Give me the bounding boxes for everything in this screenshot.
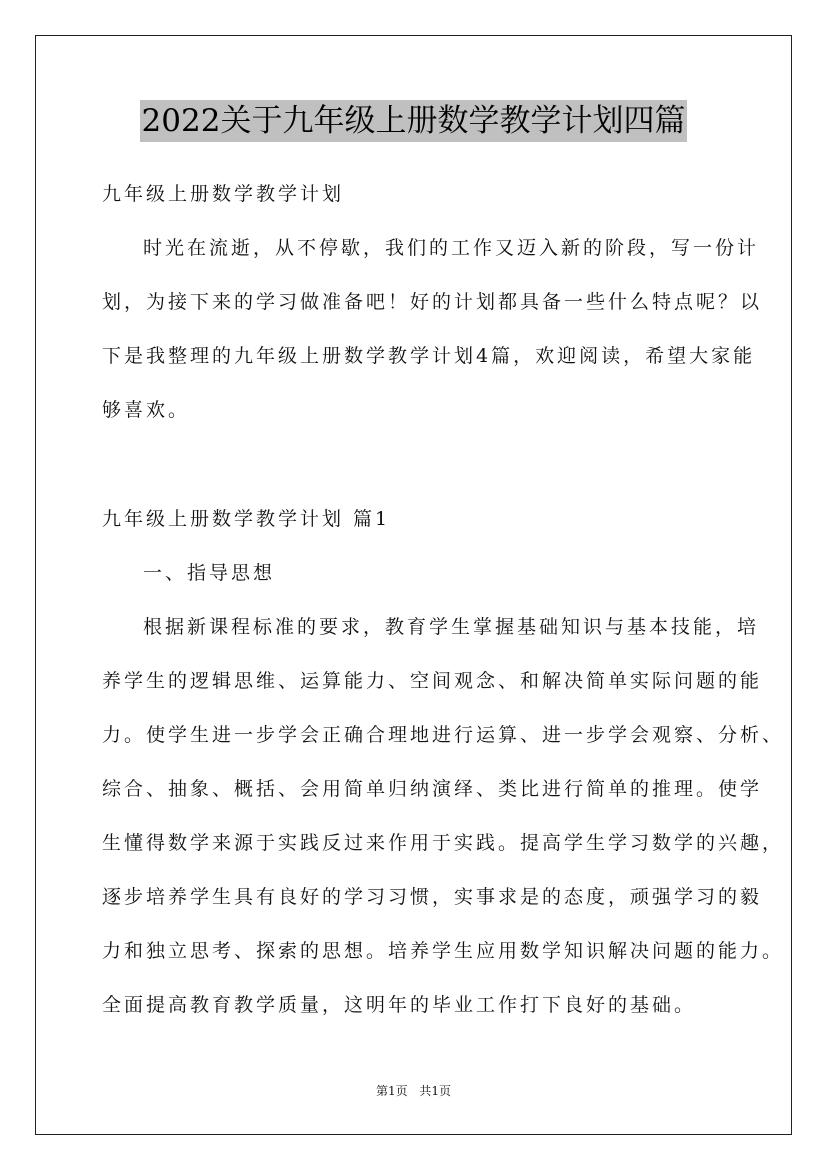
title-container — [0, 100, 827, 142]
intro-line-3: 下是我整理的九年级上册数学教学计划4篇，欢迎阅读，希望大家能 — [102, 345, 756, 367]
intro-heading: 九年级上册数学教学计划 — [102, 183, 345, 205]
section1-line-1: 根据新课程标准的要求，教育学生掌握基础知识与基本技能，培 — [143, 616, 760, 638]
section1-line-3: 力。使学生进一步学会正确合理地进行运算、进一步学会观察、分析、 — [102, 724, 785, 746]
section1-line-8: 全面提高教育教学质量，这明年的毕业工作打下良好的基础。 — [102, 994, 697, 1016]
page-footer — [0, 1083, 827, 1099]
section1-subheading: 一、指导思想 — [143, 562, 276, 584]
page-total: 共1页 — [419, 1084, 452, 1098]
section1-line-7: 力和独立思考、探索的思想。培养学生应用数学知识解决问题的能力。 — [102, 940, 785, 962]
section1-line-4: 综合、抽象、概括、会用简单归纳演绎、类比进行简单的推理。使学 — [102, 778, 763, 800]
document-title: 2022关于九年级上册数学教学计划四篇 — [140, 100, 688, 142]
section1-line-2: 养学生的逻辑思维、运算能力、空间观念、和解决简单实际问题的能 — [102, 670, 763, 692]
section1-line-5: 生懂得数学来源于实践反过来作用于实践。提高学生学习数学的兴趣， — [102, 832, 785, 854]
section1-line-6: 逐步培养学生具有良好的学习习惯，实事求是的态度，顽强学习的毅 — [102, 886, 763, 908]
page-number: 第1页 — [375, 1084, 408, 1098]
section1-heading: 九年级上册数学教学计划 篇1 — [102, 508, 391, 530]
intro-line-4: 够喜欢。 — [102, 399, 191, 421]
intro-line-1: 时光在流逝，从不停歇，我们的工作又迈入新的阶段，写一份计 — [143, 237, 760, 259]
intro-line-2: 划，为接下来的学习做准备吧！好的计划都具备一些什么特点呢？以 — [102, 291, 763, 313]
